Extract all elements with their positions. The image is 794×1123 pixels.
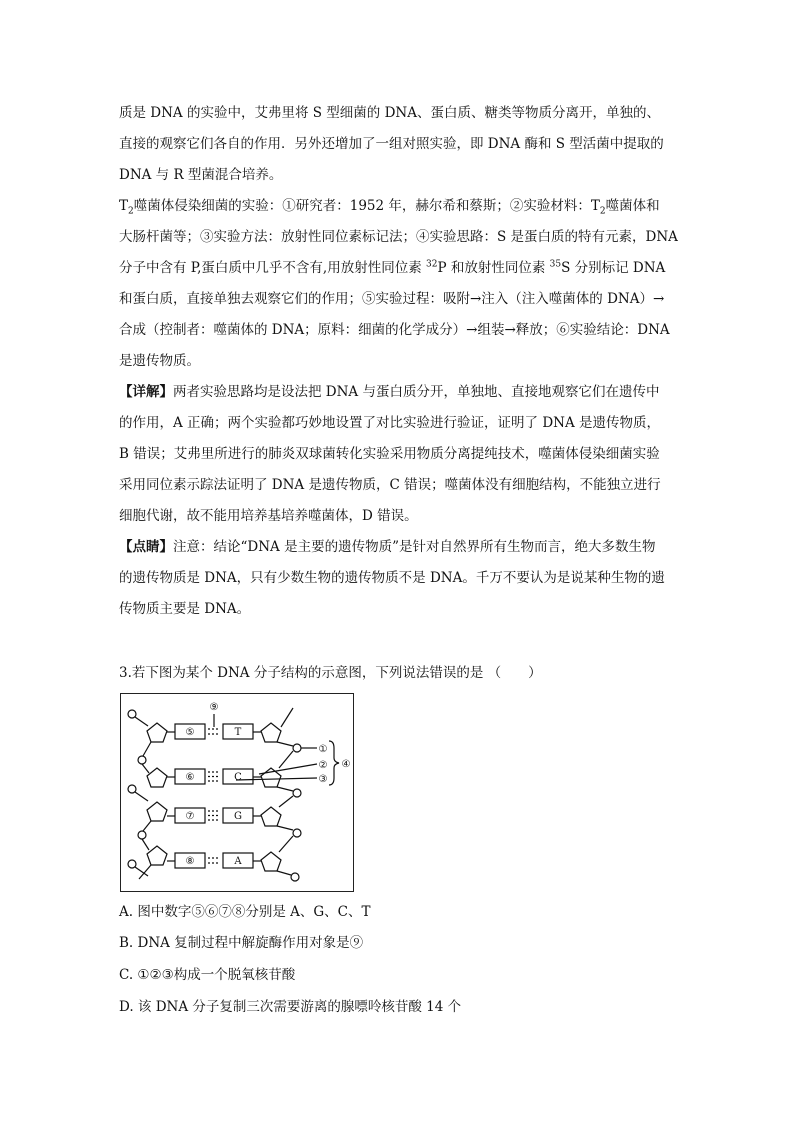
text-line: 细胞代谢，故不能用培养基培养噬菌体，D 错误。: [119, 508, 418, 524]
text-line: 采用同位素示踪法证明了 DNA 是遗传物质，C 错误；噬菌体没有细胞结构，不能独立进行: [119, 477, 661, 493]
right-base-label: A: [234, 856, 242, 867]
text-line: 是遗传物质。: [119, 353, 200, 369]
right-base-label: C: [234, 772, 242, 783]
hydrogen-bond-label: ⑨: [209, 702, 219, 713]
phosphate-label: ①: [318, 744, 328, 755]
text-line: 传物质主要是 DNA。: [119, 601, 251, 617]
question-stem: 3.若下图为某个 DNA 分子结构的示意图，下列说法错误的是 （ ）: [119, 665, 542, 681]
option-a: A. 图中数字⑤⑥⑦⑧分别是 A、G、C、T: [119, 904, 371, 920]
text-line: B 错误；艾弗里所进行的肺炎双球菌转化实验采用物质分离提纯技术，噬菌体侵染细菌实验: [119, 446, 660, 462]
text-line: DNA 与 R 型菌混合培养。: [119, 167, 283, 183]
text-line: 质是 DNA 的实验中，艾弗里将 S 型细菌的 DNA、蛋白质、糖类等物质分离开，单独的、: [119, 105, 660, 121]
explanation-text: [119, 98, 679, 625]
dna-diagram: [121, 694, 353, 891]
text-line: 和蛋白质，直接单独去观察它们的作用；⑤实验过程：吸附→注入（注入噬菌体的 DNA）→: [119, 291, 665, 307]
right-base-label: G: [234, 811, 242, 822]
left-base-label: ⑧: [185, 856, 195, 867]
text-line: 分子中含有 P,蛋白质中几乎不含有,用放射性同位素 $^{32}$P 和放射性同位素 $^{35}$S 分别标记 DNA: [119, 259, 666, 276]
detail-heading: 【详解】: [119, 384, 173, 400]
nucleotide-label: ④: [341, 759, 351, 770]
text-line: 大肠杆菌等；③实验方法：放射性同位素标记法；④实验思路：S 是蛋白质的特有元素，DNA: [119, 229, 678, 245]
right-base-label: T: [234, 727, 242, 738]
text-line: 【详解】两者实验思路均是设法把 DNA 与蛋白质分开，单独地、直接地观察它们在遗传中: [119, 384, 660, 400]
text-line: 的作用，A 正确；两个实验都巧妙地设置了对比实验进行验证，证明了 DNA 是遗传物质，: [119, 415, 661, 431]
text-line: 【点睛】注意：结论“DNA 是主要的遗传物质”是针对自然界所有生物而言，绝大多数生物: [119, 539, 656, 555]
left-base-label: ⑦: [185, 811, 195, 822]
left-base-label: ⑤: [185, 727, 195, 738]
note-heading: 【点睛】: [119, 539, 173, 555]
text-line: 合成（控制者：噬菌体的 DNA；原料：细菌的化学成分）→组装→释放；⑥实验结论：DNA: [119, 322, 670, 338]
text-line: $T_2$噬菌体侵染细菌的实验：①研究者：1952 年，赫尔希和蔡斯；②实验材料：$T_2$噬菌体和: [119, 198, 660, 217]
text-line: 的遗传物质是 DNA，只有少数生物的遗传物质不是 DNA。千万不要认为是说某种生物的遗: [119, 570, 665, 586]
sugar-label: ②: [318, 760, 328, 771]
option-c: C. ①②③构成一个脱氧核苷酸: [119, 967, 296, 983]
text-line: 直接的观察它们各自的作用．另外还增加了一组对照实验，即 DNA 酶和 S 型活菌中提取的: [119, 136, 664, 152]
option-d: D. 该 DNA 分子复制三次需要游离的腺嘌呤核苷酸 14 个: [119, 999, 462, 1015]
left-base-label: ⑥: [185, 772, 195, 783]
dna-structure-figure: [120, 693, 354, 892]
option-b: B. DNA 复制过程中解旋酶作用对象是⑨: [119, 935, 364, 951]
base-label: ③: [318, 774, 328, 785]
